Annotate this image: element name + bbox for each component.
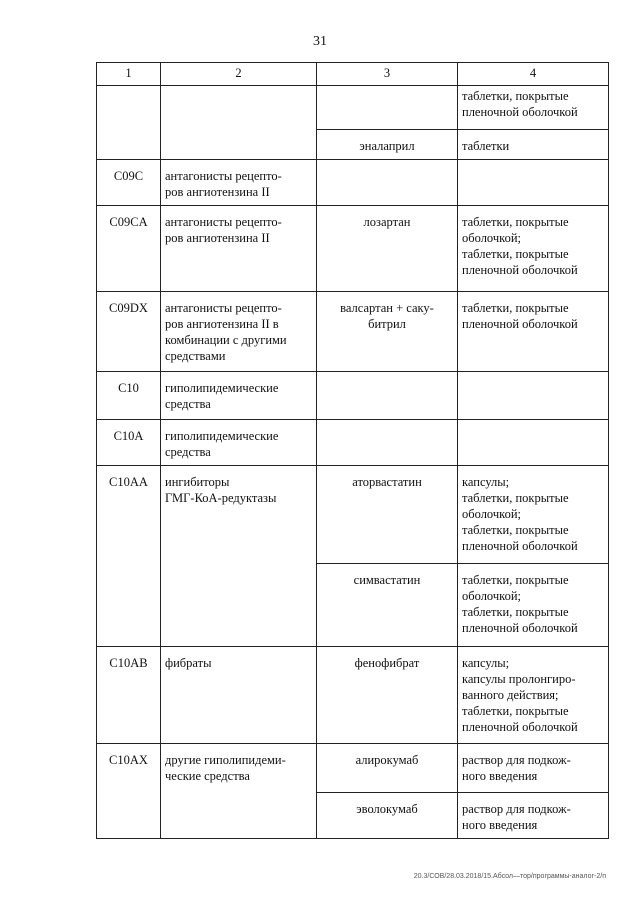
inn-cell: лозартан xyxy=(317,206,458,292)
group-cell xyxy=(161,86,317,160)
group-line: средства xyxy=(165,397,211,411)
atc-code-cell: C10A xyxy=(97,420,161,466)
dosage-form-line: пленочной оболочкой xyxy=(462,720,578,734)
dosage-form-line: ного введения xyxy=(462,818,538,832)
group-line: гиполипидемические xyxy=(165,429,279,443)
dosage-form-line: ванного действия; xyxy=(462,688,559,702)
dosage-form-line: капсулы; xyxy=(462,656,510,670)
group-line: ров ангиотензина II xyxy=(165,231,270,245)
dosage-form-line: пленочной оболочкой xyxy=(462,105,578,119)
drug-table xyxy=(96,62,609,839)
dosage-form-line: пленочной оболочкой xyxy=(462,539,578,553)
group-line: средствами xyxy=(165,349,226,363)
table-header-row xyxy=(97,63,609,86)
inn-cell: фенофибрат xyxy=(317,647,458,744)
page-number: 31 xyxy=(313,34,327,49)
inn-line: валсартан + саку- xyxy=(340,301,434,315)
table-row xyxy=(97,160,609,206)
dosage-form-cell xyxy=(458,420,609,466)
atc-code-cell: C10AA xyxy=(97,466,161,647)
table-row xyxy=(97,466,609,564)
dosage-form-cell xyxy=(458,292,609,372)
header-col-1: 1 xyxy=(97,63,161,86)
dosage-form-cell xyxy=(458,372,609,420)
group-line: средства xyxy=(165,445,211,459)
atc-code-cell: C10 xyxy=(97,372,161,420)
group-cell xyxy=(161,466,317,647)
dosage-form-cell xyxy=(458,130,609,160)
group-cell xyxy=(161,372,317,420)
table-row xyxy=(97,744,609,793)
inn-cell xyxy=(317,420,458,466)
dosage-form-line: таблетки, покрытые xyxy=(462,301,569,315)
dosage-form-line: таблетки, покрытые xyxy=(462,491,569,505)
inn-cell: аторвастатин xyxy=(317,466,458,564)
group-line: фибраты xyxy=(165,656,212,670)
atc-code-cell: C10AB xyxy=(97,647,161,744)
dosage-form-line: оболочкой; xyxy=(462,231,521,245)
inn-cell xyxy=(317,86,458,130)
group-line: ров ангиотензина II xyxy=(165,185,270,199)
dosage-form-line: оболочкой; xyxy=(462,589,521,603)
dosage-form-line: таблетки, покрытые xyxy=(462,89,569,103)
atc-code-cell: C09CA xyxy=(97,206,161,292)
dosage-form-cell xyxy=(458,744,609,793)
atc-code-cell: C09C xyxy=(97,160,161,206)
atc-code-cell xyxy=(97,86,161,160)
dosage-form-cell xyxy=(458,793,609,839)
dosage-form-line: таблетки, покрытые xyxy=(462,605,569,619)
inn-cell: симвастатин xyxy=(317,564,458,647)
group-line: антагонисты рецепто- xyxy=(165,215,282,229)
header-col-4: 4 xyxy=(458,63,609,86)
atc-code-cell: C09DX xyxy=(97,292,161,372)
dosage-form-line: оболочкой; xyxy=(462,507,521,521)
document-footer: 20.3/СОВ/28.03.2018/15.Абсол—тор/программы-аналог-2/п xyxy=(413,873,606,880)
dosage-form-cell xyxy=(458,206,609,292)
dosage-form-cell xyxy=(458,160,609,206)
dosage-form-cell xyxy=(458,86,609,130)
group-line: ров ангиотензина II в xyxy=(165,317,279,331)
inn-cell xyxy=(317,372,458,420)
dosage-form-line: капсулы пролонгиро- xyxy=(462,672,576,686)
table-row xyxy=(97,420,609,466)
inn-cell xyxy=(317,292,458,372)
dosage-form-line: капсулы; xyxy=(462,475,510,489)
dosage-form-line: пленочной оболочкой xyxy=(462,317,578,331)
dosage-form-line: пленочной оболочкой xyxy=(462,263,578,277)
table-row xyxy=(97,206,609,292)
table-row xyxy=(97,372,609,420)
inn-cell xyxy=(317,160,458,206)
dosage-form-line: пленочной оболочкой xyxy=(462,621,578,635)
dosage-form-line: раствор для подкож- xyxy=(462,753,571,767)
dosage-form-line: таблетки, покрытые xyxy=(462,573,569,587)
group-line: ГМГ-КоА-редуктазы xyxy=(165,491,277,505)
group-line: ингибиторы xyxy=(165,475,230,489)
dosage-form-cell xyxy=(458,466,609,564)
table-row xyxy=(97,647,609,744)
inn-cell: эволокумаб xyxy=(317,793,458,839)
group-line: комбинации с другими xyxy=(165,333,287,347)
header-col-3: 3 xyxy=(317,63,458,86)
group-cell xyxy=(161,292,317,372)
group-line: гиполипидемические xyxy=(165,381,279,395)
inn-line: битрил xyxy=(368,317,406,331)
group-line: антагонисты рецепто- xyxy=(165,301,282,315)
group-line: ческие средства xyxy=(165,769,250,783)
dosage-form-line: таблетки, покрытые xyxy=(462,704,569,718)
dosage-form-cell xyxy=(458,564,609,647)
group-cell xyxy=(161,647,317,744)
table-row xyxy=(97,292,609,372)
dosage-form-line: ного введения xyxy=(462,769,538,783)
group-cell xyxy=(161,420,317,466)
table-row xyxy=(97,86,609,130)
atc-code-cell: C10AX xyxy=(97,744,161,839)
group-cell xyxy=(161,206,317,292)
group-line: антагонисты рецепто- xyxy=(165,169,282,183)
dosage-form-line: таблетки, покрытые xyxy=(462,247,569,261)
group-cell xyxy=(161,160,317,206)
inn-cell: эналаприл xyxy=(317,130,458,160)
group-line: другие гиполипидеми- xyxy=(165,753,286,767)
header-col-2: 2 xyxy=(161,63,317,86)
dosage-form-line: таблетки xyxy=(462,139,510,153)
dosage-form-cell xyxy=(458,647,609,744)
dosage-form-line: раствор для подкож- xyxy=(462,802,571,816)
inn-cell: алирокумаб xyxy=(317,744,458,793)
dosage-form-line: таблетки, покрытые xyxy=(462,523,569,537)
dosage-form-line: таблетки, покрытые xyxy=(462,215,569,229)
group-cell xyxy=(161,744,317,839)
